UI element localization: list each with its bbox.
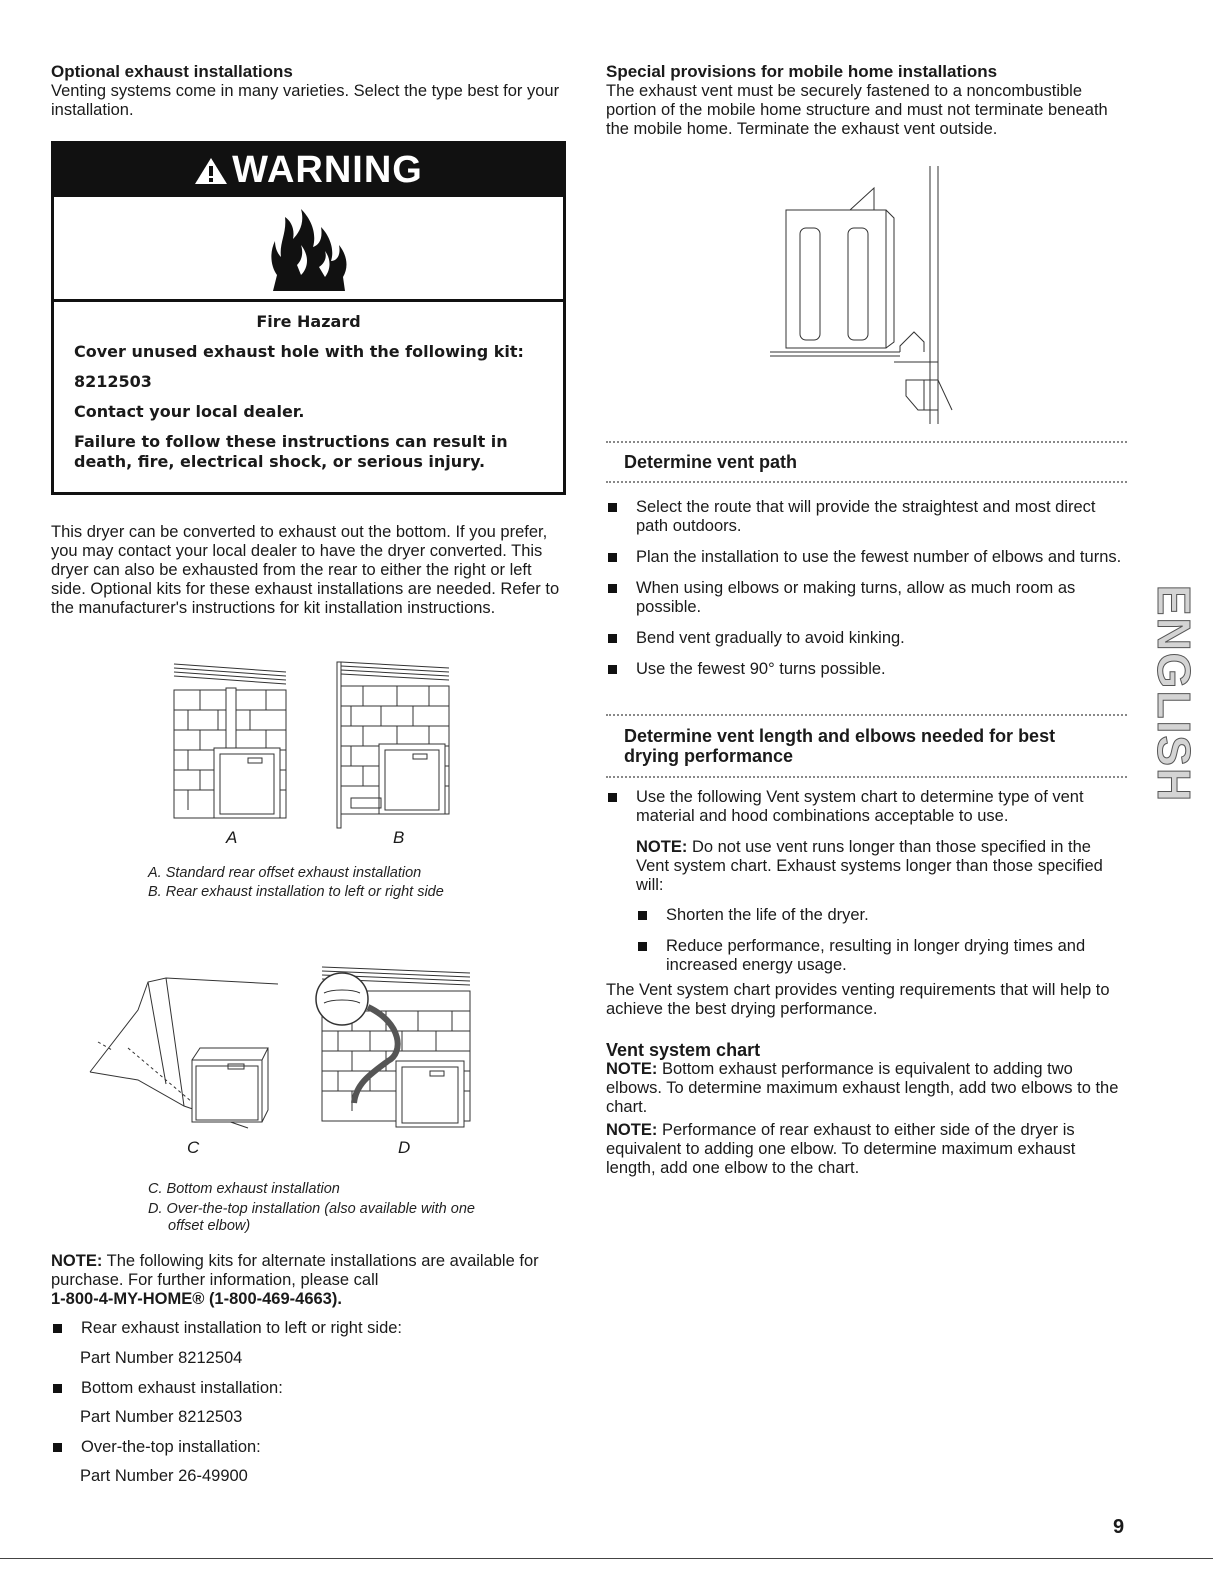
warning-line-3: Failure to follow these instructions can result in death, fire, electrical shock, or serious injury. xyxy=(74,432,508,471)
note1-label: NOTE: xyxy=(636,838,688,856)
figure-c-letter: C xyxy=(187,1138,200,1157)
kit-item-3 xyxy=(51,1438,571,1457)
vent-path-item: Bend vent gradually to avoid kinking. xyxy=(606,629,1128,648)
note-vent-runs xyxy=(636,838,1126,895)
kits-note: NOTE: The following kits for alternate installations are available for purchase. For further information, please call 1-800-4-MY-HOME® (1-800-469-4663). xyxy=(51,1252,539,1308)
language-tab-label: ENGLISH xyxy=(1148,584,1200,804)
vent-path-item: When using elbows or making turns, allow as much room as possible. xyxy=(606,579,1128,617)
warning-text xyxy=(54,302,563,472)
optional-section xyxy=(51,62,571,120)
warning-label: WARNING xyxy=(232,149,423,191)
figure-d-illustration xyxy=(312,963,472,1135)
figure-b-letter: B xyxy=(393,828,405,847)
sub-item: Shorten the life of the dryer. xyxy=(636,906,1128,925)
vent-path-item: Use the fewest 90° turns possible. xyxy=(606,660,1128,679)
fire-hazard-title: Fire Hazard xyxy=(256,312,361,331)
vent-path-list xyxy=(606,498,1128,679)
note2-label: NOTE: xyxy=(606,1060,658,1078)
caption-c: C. Bottom exhaust installation xyxy=(148,1181,340,1197)
note3-label: NOTE: xyxy=(606,1121,658,1139)
warning-box xyxy=(51,141,566,495)
optional-heading: Optional exhaust installations xyxy=(51,62,293,81)
vent-path-item: Plan the installation to use the fewest number of elbows and turns. xyxy=(606,548,1128,567)
note1-text: Do not use vent runs longer than those specified in the Vent system chart. Exhaust systems longer than those specified will: xyxy=(636,838,1103,894)
figure-b-illustration xyxy=(333,658,451,830)
vent-length-list xyxy=(606,788,1128,826)
vent-path-title: Determine vent path xyxy=(624,452,798,472)
kit-part-2: Part Number 8212503 xyxy=(80,1408,243,1426)
sub-items-list xyxy=(636,906,1128,975)
vent-path-header xyxy=(606,441,1127,483)
figure-a-illustration xyxy=(170,662,290,824)
kit-label-3: Over-the-top installation: xyxy=(51,1438,571,1457)
figure-c-illustration xyxy=(88,970,278,1130)
warning-line-1: Cover unused exhaust hole with the following kit: xyxy=(74,342,524,361)
warning-line-2: Contact your local dealer. xyxy=(74,402,305,421)
kit-label-2: Bottom exhaust installation: xyxy=(51,1379,571,1398)
vent-length-header xyxy=(606,714,1127,778)
note2-text: Bottom exhaust performance is equivalent to adding two elbows. To determine maximum exhaust length, add two elbows to the chart. xyxy=(606,1060,1119,1116)
caption-b: B. Rear exhaust installation to left or right side xyxy=(148,884,444,900)
optional-text: Venting systems come in many varieties. Select the type best for your installation. xyxy=(51,82,560,119)
mobile-home-illustration xyxy=(770,166,970,426)
fire-hazard-area xyxy=(54,197,563,302)
note-text: The following kits for alternate installations are available for purchase. For further information, please call xyxy=(51,1252,539,1289)
chart-heading: Vent system chart xyxy=(606,1040,761,1060)
bottom-rule xyxy=(0,1558,1213,1559)
warning-kit-number: 8212503 xyxy=(74,372,152,391)
vent-length-title: Determine vent length and elbows needed for best drying performance xyxy=(624,726,1056,766)
kit-part-1: Part Number 8212504 xyxy=(80,1349,243,1367)
mobile-home-section xyxy=(606,62,1128,139)
figure-a-letter: A xyxy=(226,828,238,847)
mobile-heading: Special provisions for mobile home installations xyxy=(606,62,998,81)
phone-number: 1-800-4-MY-HOME® (1-800-469-4663) xyxy=(51,1290,338,1308)
kit-label-1: Rear exhaust installation to left or right side: xyxy=(51,1319,571,1338)
warning-triangle-icon xyxy=(194,156,228,186)
warning-header xyxy=(54,144,563,197)
chart-text: The Vent system chart provides venting requirements that will help to achieve the best drying performance. xyxy=(606,981,1110,1018)
kit-item-1 xyxy=(51,1319,571,1338)
figure-d-letter: D xyxy=(398,1138,411,1157)
sub-item: Reduce performance, resulting in longer drying times and increased energy usage. xyxy=(636,937,1128,975)
kit-part-3: Part Number 26-49900 xyxy=(80,1467,248,1485)
note3-text: Performance of rear exhaust to either side of the dryer is equivalent to adding one elbow. To determine maximum exhaust length, add one elbow to the chart. xyxy=(606,1121,1076,1177)
fire-icon xyxy=(259,203,359,293)
caption-a: A. Standard rear offset exhaust installation xyxy=(148,865,422,881)
vent-length-item: Use the following Vent system chart to determine type of vent material and hood combinations acceptable to use. xyxy=(606,788,1128,826)
vent-path-item: Select the route that will provide the straightest and most direct path outdoors. xyxy=(606,498,1128,536)
caption-d-line-1: D. Over-the-top installation (also available with one xyxy=(148,1201,475,1217)
page-number: 9 xyxy=(1113,1516,1125,1538)
kit-item-2 xyxy=(51,1379,571,1398)
language-tab xyxy=(1148,565,1200,823)
caption-d-line-2: offset elbow) xyxy=(168,1218,251,1234)
mobile-text: The exhaust vent must be securely fastened to a noncombustible portion of the mobile home structure and must not terminate beneath the mobile home. Terminate the exhaust vent outside. xyxy=(606,82,1108,138)
convert-paragraph: This dryer can be converted to exhaust out the bottom. If you prefer, you may contact your local dealer to have the dryer converted. This dryer can also be exhausted from the rear to either the right or left side. Optional kits for these exhaust installations are needed. Refer to the manufacturer's instructions for kit installation instructions. xyxy=(51,523,560,617)
vent-system-chart-section xyxy=(606,1040,1128,1178)
note-label: NOTE: xyxy=(51,1252,103,1270)
